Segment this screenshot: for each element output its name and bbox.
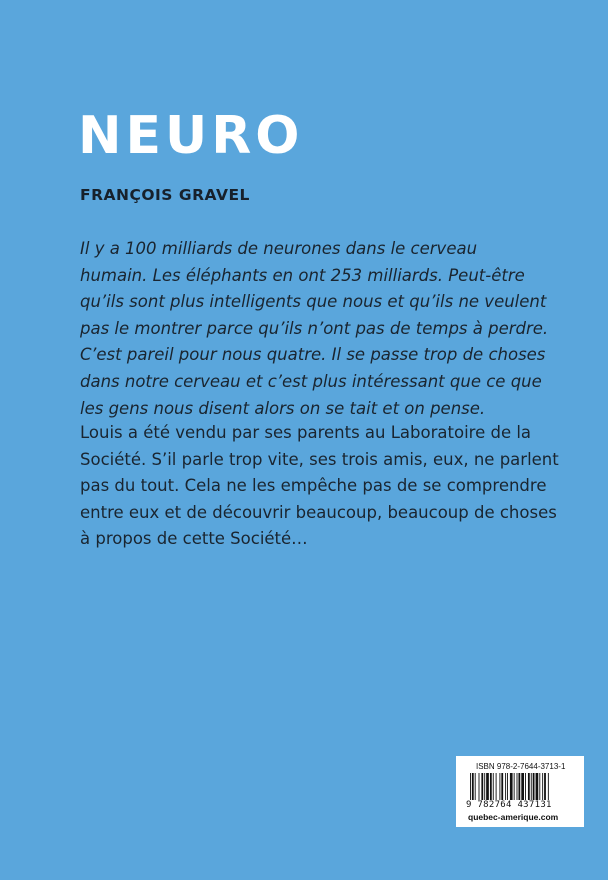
barcode-stripe xyxy=(496,773,497,800)
blurb-line: Société. S’il parle trop vite, ses trois amis, eux, ne parlent xyxy=(80,449,559,469)
barcode-stripe xyxy=(517,773,518,800)
barcode-stripe xyxy=(493,773,494,800)
isbn-number: ISBN 978-2-7644-3713-1 xyxy=(476,762,566,771)
barcode-icon xyxy=(470,773,574,800)
barcode-digits: 9 782764 437131 xyxy=(466,800,552,810)
barcode-stripe xyxy=(507,773,508,800)
blurb-line: Louis a été vendu par ses parents au Laboratoire de la xyxy=(80,423,532,442)
barcode-stripe xyxy=(501,773,503,800)
barcode-stripe xyxy=(548,773,549,800)
barcode-stripe xyxy=(505,773,506,800)
barcode-stripe xyxy=(472,773,474,800)
publisher-website: quebec-amerique.com xyxy=(468,812,559,822)
barcode-stripe xyxy=(481,773,483,800)
barcode-stripe xyxy=(525,773,526,800)
barcode-label xyxy=(456,756,584,827)
blurb-line: à propos de cette Société… xyxy=(80,529,308,549)
quote-line: qu’ils sont plus intelligents que nous et qu’ils ne veulent xyxy=(80,292,547,312)
barcode-stripe xyxy=(490,773,492,800)
quote-line: Il y a 100 milliards de neurones dans le cerveau xyxy=(80,239,478,258)
barcode-stripe xyxy=(536,773,539,800)
quote-line: C’est pareil pour nous quatre. Il se passe trop de choses xyxy=(80,345,546,365)
barcode-stripe xyxy=(510,773,513,800)
barcode-stripe xyxy=(484,773,485,800)
barcode-stripe xyxy=(544,773,546,800)
barcode-stripe xyxy=(475,773,476,800)
barcode-stripe xyxy=(521,773,524,800)
blurb-line: entre eux et de découvrir beaucoup, beaucoup de choses xyxy=(80,502,557,522)
barcode-stripe xyxy=(531,773,532,800)
barcode-stripe xyxy=(533,773,535,800)
barcode-stripe xyxy=(539,773,540,800)
book-title: NEURO xyxy=(78,106,304,166)
barcode-stripe xyxy=(514,773,515,800)
blurb-paragraph xyxy=(80,420,559,553)
barcode-stripe xyxy=(486,773,489,800)
barcode-stripe xyxy=(499,773,500,800)
barcode-stripe xyxy=(518,773,520,800)
quote-line: humain. Les éléphants en ont 253 milliards. Peut-être xyxy=(80,265,525,285)
author-name: FRANÇOIS GRAVEL xyxy=(80,186,250,204)
barcode-stripe xyxy=(470,773,471,800)
barcode-stripe xyxy=(528,773,530,800)
barcode-stripe xyxy=(542,773,543,800)
quote-paragraph xyxy=(80,236,550,422)
quote-line: dans notre cerveau et c’est plus intéressant que ce que xyxy=(80,371,542,391)
blurb-line: pas du tout. Cela ne les empêche pas de se comprendre xyxy=(80,476,547,496)
quote-line: les gens nous disent alors on se tait et on pense. xyxy=(80,398,486,418)
quote-line: pas le montrer parce qu’ils n’ont pas de temps à perdre. xyxy=(80,318,549,338)
barcode-stripe xyxy=(479,773,480,800)
